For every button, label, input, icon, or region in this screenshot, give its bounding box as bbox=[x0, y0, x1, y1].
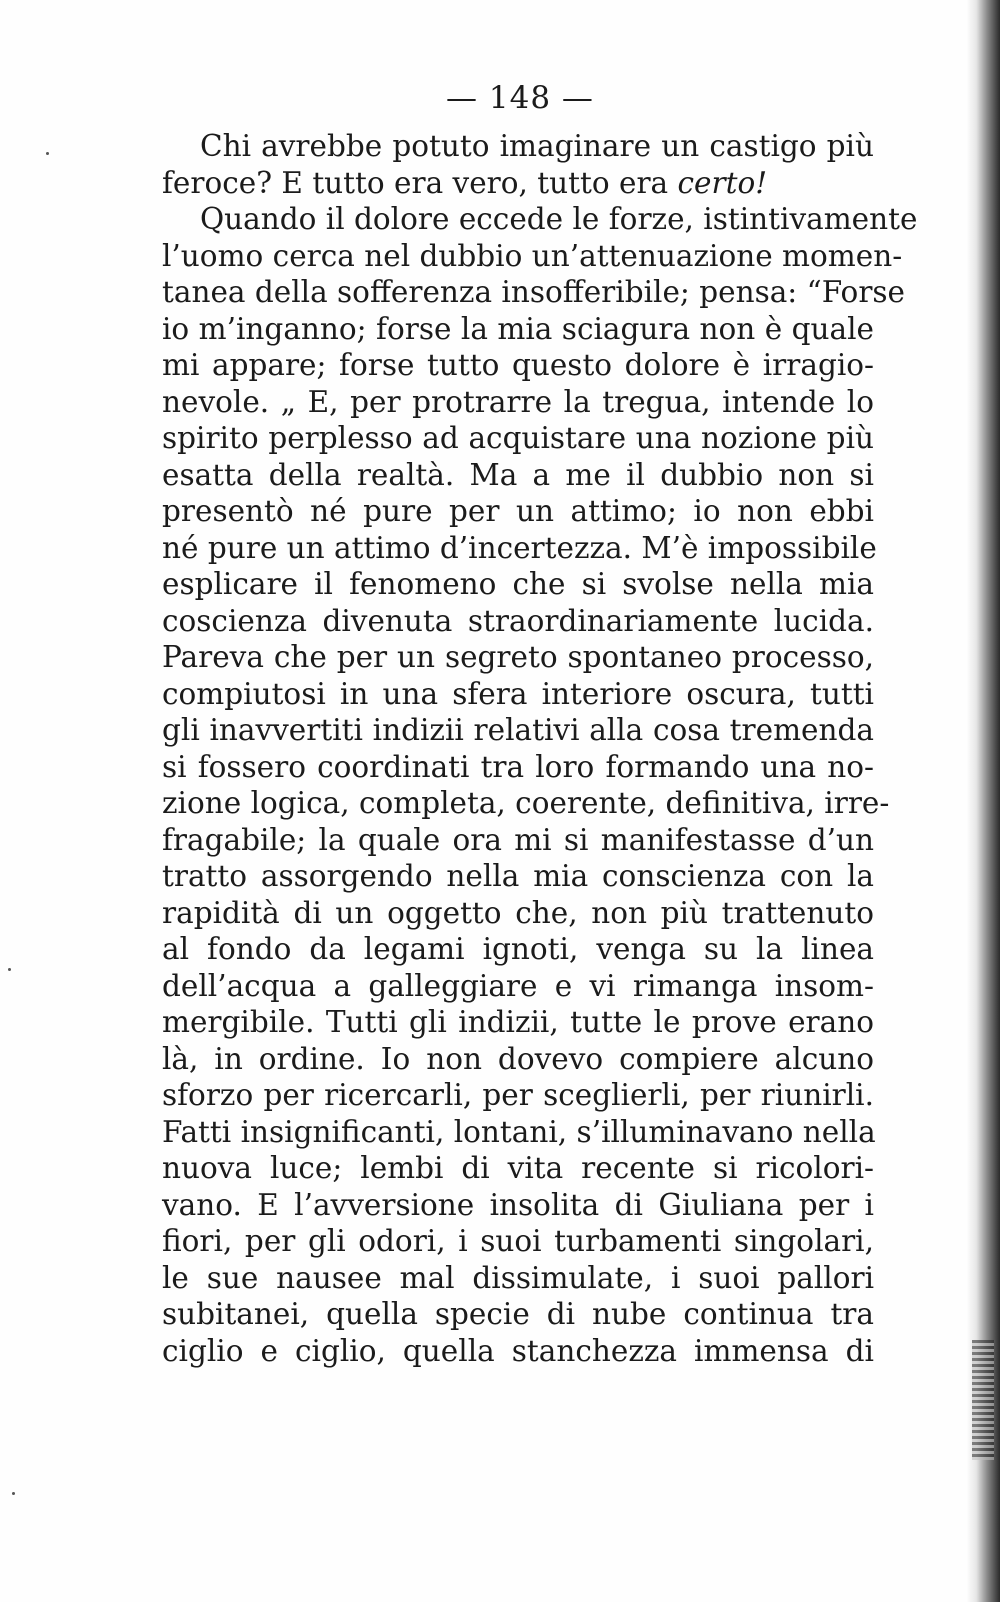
paper-speck bbox=[12, 1492, 15, 1495]
text-line-content: Pareva che per un segreto spontaneo processo, bbox=[162, 640, 874, 674]
text-line bbox=[162, 822, 874, 859]
text-line-content: sforzo per ricercarli, per sceglierli, per riunirli. bbox=[162, 1078, 874, 1112]
paper-speck bbox=[46, 152, 49, 155]
text-line bbox=[162, 1041, 874, 1078]
text-line bbox=[162, 420, 874, 457]
text-line-content: spirito perplesso ad acquistare una nozione più bbox=[162, 421, 874, 455]
text-line bbox=[162, 895, 874, 932]
text-line bbox=[162, 566, 874, 603]
text-line-content: fiori, per gli odori, i suoi turbamenti singolari, bbox=[162, 1224, 874, 1258]
text-line-content: ciglio e ciglio, quella stanchezza immensa di bbox=[162, 1333, 874, 1368]
text-line bbox=[162, 1187, 874, 1224]
text-line-content: Quando il dolore eccede le forze, istintivamente bbox=[200, 202, 918, 236]
page-number: — 148 — bbox=[446, 80, 594, 116]
text-line bbox=[162, 457, 874, 494]
text-line-content: subitanei, quella specie di nube continua tra bbox=[162, 1297, 874, 1331]
text-line-content: mergibile. Tutti gli indizii, tutte le prove erano bbox=[162, 1005, 874, 1039]
text-line-content: presentò né pure per un attimo; io non ebbi bbox=[162, 494, 874, 528]
text-line bbox=[162, 1077, 874, 1114]
text-line-content: dell’acqua a galleggiare e vi rimanga insom- bbox=[162, 968, 874, 1003]
text-line-content: l’uomo cerca nel dubbio un’attenuazione momen- bbox=[162, 238, 903, 273]
text-line-content: feroce? E tutto era vero, tutto era bbox=[162, 165, 678, 200]
text-line-content: compiutosi in una sfera interiore oscura, tutti bbox=[162, 676, 874, 711]
text-line-content: mi appare; forse tutto questo dolore è irragio- bbox=[162, 348, 874, 382]
body-text bbox=[162, 128, 918, 1369]
paper-speck bbox=[8, 968, 11, 971]
text-line-content: vano. E l’avversione insolita di Giuliana per i bbox=[162, 1187, 874, 1222]
emphasis-word: certo! bbox=[677, 165, 768, 200]
text-line-content: gli inavvertiti indizii relativi alla cosa tremenda bbox=[162, 713, 874, 747]
text-line bbox=[162, 128, 874, 165]
text-line bbox=[162, 530, 877, 567]
text-line bbox=[162, 749, 874, 786]
text-line bbox=[162, 311, 874, 348]
text-line-content: là, in ordine. Io non dovevo compiere alcuno bbox=[162, 1041, 874, 1076]
text-line bbox=[162, 384, 874, 421]
text-line bbox=[162, 1223, 874, 1260]
text-line bbox=[162, 676, 874, 713]
text-line bbox=[162, 603, 874, 640]
text-line-content: nuova luce; lembi di vita recente si ricolori- bbox=[162, 1151, 874, 1185]
text-line bbox=[162, 1260, 874, 1297]
text-line-content: le sue nausee mal dissimulate, i suoi pallori bbox=[162, 1260, 874, 1295]
text-line bbox=[162, 1296, 874, 1333]
text-line bbox=[162, 493, 874, 530]
text-line-content: tanea della sofferenza insofferibile; pensa: “Forse bbox=[162, 275, 906, 309]
text-line bbox=[162, 274, 906, 311]
text-line-content: tratto assorgendo nella mia conscienza con la bbox=[162, 859, 874, 893]
text-line bbox=[162, 858, 874, 895]
text-line bbox=[162, 201, 918, 238]
text-line-content: esatta della realtà. Ma a me il dubbio non si bbox=[162, 457, 874, 492]
text-line-content: zione logica, completa, coerente, definitiva, irre- bbox=[162, 786, 890, 820]
text-line-content: né pure un attimo d’incertezza. M’è impossibile bbox=[162, 530, 877, 565]
text-line bbox=[162, 1004, 874, 1041]
text-line-content: coscienza divenuta straordinariamente lucida. bbox=[162, 603, 874, 638]
text-line-content: io m’inganno; forse la mia sciagura non è quale bbox=[162, 311, 874, 346]
text-line bbox=[162, 1150, 874, 1187]
text-line bbox=[162, 712, 874, 749]
text-line-content: rapidità di un oggetto che, non più trattenuto bbox=[162, 895, 874, 930]
text-line bbox=[162, 165, 874, 202]
text-line bbox=[162, 639, 874, 676]
text-line-content: nevole. „ E, per protrarre la tregua, intende lo bbox=[162, 384, 874, 419]
text-line bbox=[162, 347, 874, 384]
text-line-content: fragabile; la quale ora mi si manifestasse d’un bbox=[162, 822, 874, 857]
text-line-content: al fondo da legami ignoti, venga su la linea bbox=[162, 932, 874, 966]
text-line-content: Chi avrebbe potuto imaginare un castigo più bbox=[200, 129, 874, 163]
text-line-content: si fossero coordinati tra loro formando una no- bbox=[162, 749, 874, 784]
text-line-content: esplicare il fenomeno che si svolse nella mia bbox=[162, 567, 874, 601]
text-line-content: Fatti insignificanti, lontani, s’illuminavano nella bbox=[162, 1114, 876, 1149]
text-line bbox=[162, 931, 874, 968]
text-line bbox=[162, 238, 903, 275]
text-line bbox=[162, 1114, 874, 1151]
text-line bbox=[162, 785, 890, 822]
text-line bbox=[162, 968, 874, 1005]
page-edge-wear bbox=[972, 1340, 994, 1460]
text-line bbox=[162, 1333, 874, 1370]
